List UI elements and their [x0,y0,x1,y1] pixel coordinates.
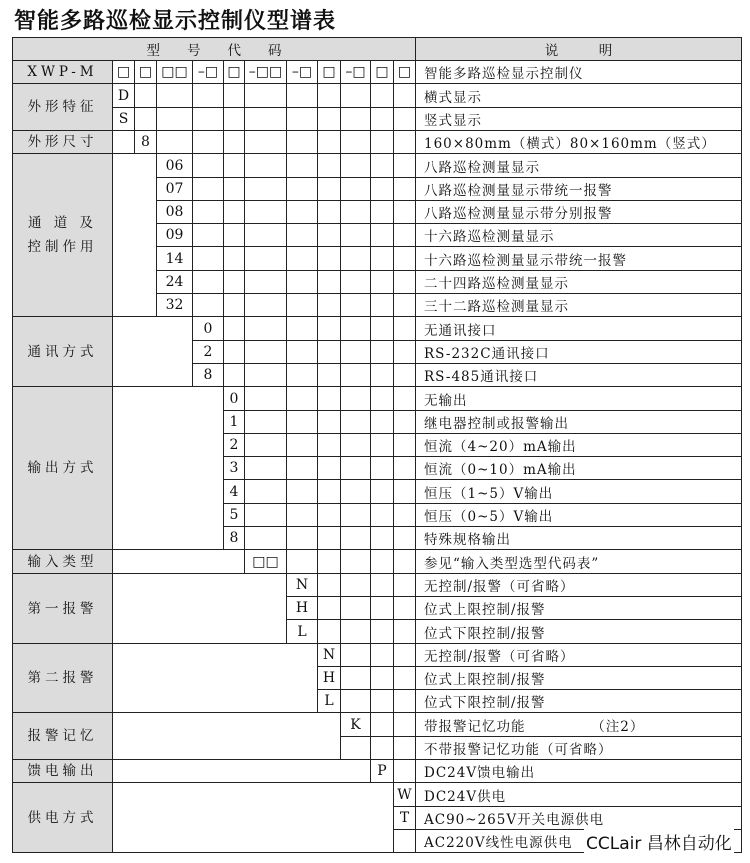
blank-area [112,759,371,783]
blank-area [112,130,135,154]
empty-cell [340,223,371,247]
empty-cell [156,107,193,131]
option-description: 十六路巡检测量显示 [415,223,742,247]
empty-cell [370,83,394,108]
option-code: K [340,712,371,737]
empty-cell [223,340,245,364]
empty-cell [393,177,416,201]
option-description: 位式下限控制/报警 [415,689,742,713]
option-description: 无控制/报警（可省略） [415,573,742,597]
empty-cell [317,83,341,108]
empty-cell [370,410,394,434]
model-description: 智能多路巡检显示控制仪 [415,60,742,84]
model-code-slot: –□ [340,60,371,84]
empty-cell [286,107,318,131]
option-code: 0 [223,386,245,411]
empty-cell [286,410,318,434]
option-code: W [393,782,416,807]
empty-cell [393,479,416,504]
empty-cell [286,153,318,178]
empty-cell [192,270,224,294]
group-label: 通 道 及 控制作用 [12,153,113,317]
option-code: D [112,83,135,108]
empty-cell [370,340,394,364]
empty-cell [340,643,371,667]
option-description: DC24V馈电输出 [415,759,742,783]
empty-cell [244,130,287,154]
empty-cell [393,107,416,131]
empty-cell [340,573,371,597]
model-label: XWP-M [12,60,113,84]
option-code: 3 [223,456,245,480]
page-title: 智能多路巡检显示控制仪型谱表 [14,9,337,34]
empty-cell [340,177,371,201]
empty-cell [156,83,193,108]
option-code: 1 [223,410,245,434]
empty-cell [244,200,287,224]
empty-cell [223,200,245,224]
empty-cell [317,386,341,411]
empty-cell [192,107,224,131]
empty-cell [393,759,416,783]
empty-cell [393,270,416,294]
option-code: 32 [156,293,193,317]
empty-cell [317,340,341,364]
option-description: 无通讯接口 [415,316,742,341]
blank-area [112,549,245,574]
group-label: 供电方式 [12,782,113,853]
empty-cell [244,316,287,341]
option-description: 八路巡检测量显示带统一报警 [415,177,742,201]
option-description: 恒压（1~5）V输出 [415,479,742,504]
option-description: 竖式显示 [415,107,742,131]
empty-cell [393,293,416,317]
group-label: 外形尺寸 [12,130,113,154]
empty-cell [370,223,394,247]
empty-cell [370,153,394,178]
header-code: 型 号 代 码 [12,37,416,61]
option-code [340,736,371,760]
empty-cell [286,433,318,457]
empty-cell [393,643,416,667]
empty-cell [244,246,287,271]
header-description: 说 明 [415,37,742,61]
empty-cell [370,433,394,457]
option-code: 2 [223,433,245,457]
empty-cell [286,503,318,527]
empty-cell [393,712,416,737]
empty-cell [340,107,371,131]
empty-cell [317,479,341,504]
empty-cell [286,270,318,294]
empty-cell [393,573,416,597]
option-code: 8 [134,130,157,154]
group-label: 输出方式 [12,386,113,550]
empty-cell [317,223,341,247]
empty-cell [156,130,193,154]
empty-cell [340,363,371,387]
option-description: 不带报警记忆功能（可省略） [415,736,742,760]
empty-cell [286,246,318,271]
empty-cell [223,177,245,201]
empty-cell [317,433,341,457]
option-code: N [317,643,341,667]
option-description: AC220V线性电源供电 [415,829,742,853]
model-code-slot: □ [370,60,394,84]
empty-cell [393,456,416,480]
empty-cell [370,666,394,690]
empty-cell [340,246,371,271]
blank-area [112,643,318,713]
empty-cell [134,107,157,131]
option-description: 恒流（4~20）mA输出 [415,433,742,457]
option-code: T [393,806,416,830]
empty-cell [192,177,224,201]
option-description: 无输出 [415,386,742,411]
empty-cell [192,200,224,224]
empty-cell [134,83,157,108]
empty-cell [340,526,371,550]
empty-cell [192,83,224,108]
empty-cell [192,223,224,247]
option-description: 八路巡检测量显示带分别报警 [415,200,742,224]
empty-cell [340,433,371,457]
empty-cell [317,410,341,434]
option-description: AC90~265V开关电源供电 [415,806,742,830]
empty-cell [370,386,394,411]
empty-cell [340,619,371,644]
model-code-slot: □ [393,60,416,84]
empty-cell [317,293,341,317]
empty-cell [223,153,245,178]
option-description: RS-485通讯接口 [415,363,742,387]
group-label: 第二报警 [12,643,113,713]
empty-cell [393,689,416,713]
empty-cell [370,503,394,527]
empty-cell [223,130,245,154]
option-description: 160×80mm（横式）80×160mm（竖式） [415,130,742,154]
option-code: 07 [156,177,193,201]
empty-cell [244,293,287,317]
option-description: 带报警记忆功能 （注2） [415,712,742,737]
empty-cell [393,153,416,178]
empty-cell [340,503,371,527]
empty-cell [244,177,287,201]
empty-cell [192,246,224,271]
empty-cell [317,153,341,178]
option-description: 横式显示 [415,83,742,108]
empty-cell [317,573,341,597]
empty-cell [393,246,416,271]
option-code: 24 [156,270,193,294]
option-code: 5 [223,503,245,527]
empty-cell [370,107,394,131]
option-description: 二十四路巡检测量显示 [415,270,742,294]
empty-cell [244,479,287,504]
empty-cell [340,456,371,480]
option-description: 参见“输入类型选型代码表” [415,549,742,574]
group-label: 输入类型 [12,549,113,574]
option-description: 无控制/报警（可省略） [415,643,742,667]
empty-cell [393,503,416,527]
option-description: 八路巡检测量显示 [415,153,742,178]
option-code: H [286,596,318,620]
empty-cell [244,83,287,108]
empty-cell [286,200,318,224]
empty-cell [244,410,287,434]
empty-cell [223,316,245,341]
empty-cell [286,340,318,364]
empty-cell [286,293,318,317]
model-code-slot: □ [317,60,341,84]
empty-cell [340,386,371,411]
empty-cell [286,549,318,574]
model-code-slot: □□ [156,60,193,84]
empty-cell [393,433,416,457]
option-code: 8 [223,526,245,550]
empty-cell [317,456,341,480]
empty-cell [370,573,394,597]
empty-cell [370,712,394,737]
option-code: L [317,689,341,713]
option-description: 位式上限控制/报警 [415,596,742,620]
blank-area [112,153,157,317]
empty-cell [370,689,394,713]
empty-cell [286,386,318,411]
empty-cell [317,549,341,574]
empty-cell [317,596,341,620]
empty-cell [370,526,394,550]
empty-cell [286,130,318,154]
option-code: S [112,107,135,131]
option-code: 14 [156,246,193,271]
empty-cell [340,83,371,108]
empty-cell [393,619,416,644]
empty-cell [393,223,416,247]
model-code-slot: –□□ [244,60,287,84]
option-code [393,829,416,853]
empty-cell [286,479,318,504]
option-description: 特殊规格输出 [415,526,742,550]
empty-cell [244,456,287,480]
blank-area [112,573,287,644]
empty-cell [393,83,416,108]
empty-cell [223,83,245,108]
empty-cell [370,363,394,387]
option-code: 2 [192,340,224,364]
empty-cell [223,246,245,271]
empty-cell [286,177,318,201]
empty-cell [340,549,371,574]
empty-cell [370,456,394,480]
empty-cell [393,596,416,620]
empty-cell [393,316,416,341]
option-description: 位式下限控制/报警 [415,619,742,644]
empty-cell [192,130,224,154]
model-code-slot: □ [134,60,157,84]
empty-cell [340,479,371,504]
blank-area [112,316,193,387]
model-code-slot: –□ [286,60,318,84]
empty-cell [393,200,416,224]
option-code: P [370,759,394,783]
empty-cell [393,410,416,434]
empty-cell [340,316,371,341]
empty-cell [317,130,341,154]
empty-cell [340,596,371,620]
empty-cell [286,83,318,108]
empty-cell [370,130,394,154]
empty-cell [370,200,394,224]
option-code: 0 [192,316,224,341]
empty-cell [370,736,394,760]
empty-cell [286,456,318,480]
empty-cell [244,340,287,364]
empty-cell [244,223,287,247]
empty-cell [223,107,245,131]
empty-cell [317,526,341,550]
empty-cell [317,246,341,271]
model-code-slot: □ [223,60,245,84]
empty-cell [286,223,318,247]
empty-cell [317,107,341,131]
empty-cell [317,177,341,201]
empty-cell [192,153,224,178]
empty-cell [223,363,245,387]
empty-cell [340,153,371,178]
empty-cell [244,107,287,131]
empty-cell [244,386,287,411]
model-code-slot: –□ [192,60,224,84]
empty-cell [370,549,394,574]
empty-cell [340,200,371,224]
empty-cell [370,293,394,317]
empty-cell [286,526,318,550]
option-code: 08 [156,200,193,224]
option-code: N [286,573,318,597]
empty-cell [340,270,371,294]
empty-cell [370,619,394,644]
blank-area [112,712,341,760]
empty-cell [192,293,224,317]
empty-cell [393,340,416,364]
empty-cell [393,666,416,690]
empty-cell [340,689,371,713]
group-label: 通讯方式 [12,316,113,387]
empty-cell [370,177,394,201]
empty-cell [340,666,371,690]
empty-cell [370,316,394,341]
empty-cell [340,410,371,434]
option-code: 4 [223,479,245,504]
model-code-slot: □ [112,60,135,84]
empty-cell [317,503,341,527]
empty-cell [223,293,245,317]
empty-cell [244,363,287,387]
empty-cell [370,479,394,504]
empty-cell [393,736,416,760]
option-description: 十六路巡检测量显示带统一报警 [415,246,742,271]
option-code: □□ [244,549,287,574]
option-description: 三十二路巡检测量显示 [415,293,742,317]
option-description: RS-232C通讯接口 [415,340,742,364]
empty-cell [370,643,394,667]
empty-cell [244,270,287,294]
empty-cell [393,549,416,574]
empty-cell [244,526,287,550]
blank-area [112,386,224,550]
empty-cell [370,270,394,294]
empty-cell [340,293,371,317]
watermark-logo: CCLair 昌林自动化 [584,829,734,854]
option-code: L [286,619,318,644]
empty-cell [223,270,245,294]
empty-cell [286,316,318,341]
empty-cell [244,153,287,178]
option-description: 位式上限控制/报警 [415,666,742,690]
group-label: 报警记忆 [12,712,113,760]
option-description: 恒压（0~5）V输出 [415,503,742,527]
option-description: DC24V供电 [415,782,742,807]
option-code: H [317,666,341,690]
empty-cell [317,363,341,387]
group-label: 馈电输出 [12,759,113,783]
empty-cell [370,246,394,271]
empty-cell [317,270,341,294]
empty-cell [244,433,287,457]
empty-cell [317,316,341,341]
empty-cell [286,363,318,387]
option-description: 继电器控制或报警输出 [415,410,742,434]
empty-cell [317,619,341,644]
option-description: 恒流（0~10）mA输出 [415,456,742,480]
empty-cell [223,223,245,247]
group-label: 第一报警 [12,573,113,644]
empty-cell [393,130,416,154]
empty-cell [393,386,416,411]
empty-cell [370,596,394,620]
empty-cell [340,130,371,154]
empty-cell [393,363,416,387]
blank-area [112,782,394,853]
empty-cell [317,200,341,224]
empty-cell [340,340,371,364]
option-code: 8 [192,363,224,387]
option-code: 06 [156,153,193,178]
option-code: 09 [156,223,193,247]
empty-cell [244,503,287,527]
group-label: 外形特征 [12,83,113,131]
empty-cell [393,526,416,550]
